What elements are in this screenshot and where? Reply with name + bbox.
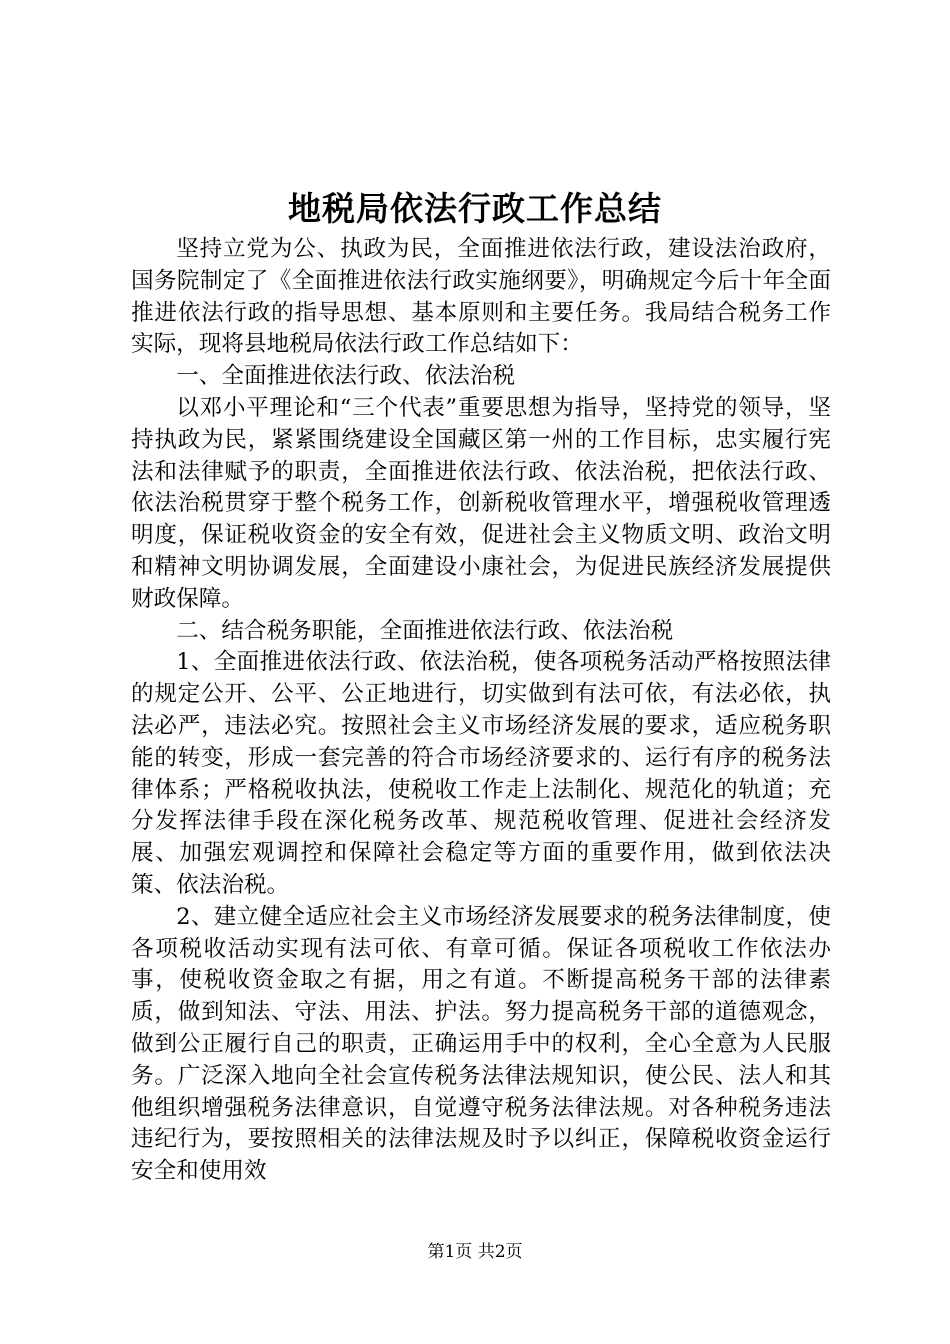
page-number: 第1页 共2页 bbox=[427, 1242, 523, 1262]
document-body bbox=[131, 234, 831, 1188]
section-heading-1: 一、全面推进依法行政、依法治税 bbox=[176, 363, 516, 390]
section-2-item-2: 2、建立健全适应社会主义市场经济发展要求的税务法律制度，使各项税收活动实现有法可依、有章可循。保证各项税收工作依法办事，使税收资金取之有据，用之有道。不断提高税务干部的法律素质，做到知法、守法、用法、护法。努力提高税务干部的道德观念，做到公正履行自己的职责，正确运用手中的权利，全心全意为人民服务。广泛深入地向全社会宣传税务法律法规知识，使公民、法人和其他组织增强税务法律意识，自觉遵守税务法律法规。对各种税务违法违纪行为，要按照相关的法律法规及时予以纠正，保障税收资金运行安全和使用效 bbox=[131, 903, 831, 1185]
document-title: 地税局依法行政工作总结 bbox=[288, 189, 662, 228]
section-heading-2: 二、结合税务职能，全面推进依法行政、依法治税 bbox=[176, 617, 674, 644]
intro-paragraph: 坚持立党为公、执政为民，全面推进依法行政，建设法治政府，国务院制定了《全面推进依法行政实施纲要》，明确规定今后十年全面推进依法行政的指导思想、基本原则和主要任务。我局结合税务工作实际，现将县地税局依法行政工作总结如下： bbox=[131, 236, 831, 358]
section-1-paragraph: 以邓小平理论和“三个代表”重要思想为指导，坚持党的领导，坚持执政为民，紧紧围绕建设全国藏区第一州的工作目标，忠实履行宪法和法律赋予的职责，全面推进依法行政、依法治税，把依法行政、依法治税贯穿于整个税务工作，创新税收管理水平，增强税收管理透明度，保证税收资金的安全有效，促进社会主义物质文明、政治文明和精神文明协调发展，全面建设小康社会，为促进民族经济发展提供财政保障。 bbox=[131, 394, 831, 612]
section-2-item-1: 1、全面推进依法行政、依法治税，使各项税务活动严格按照法律的规定公开、公平、公正地进行，切实做到有法可依，有法必依，执法必严，违法必究。按照社会主义市场经济发展的要求，适应税务职能的转变，形成一套完善的符合市场经济要求的、运行有序的税务法律体系；严格税收执法，使税收工作走上法制化、规范化的轨道；充分发挥法律手段在深化税务改革、规范税收管理、促进社会经济发展、加强宏观调控和保障社会稳定等方面的重要作用，做到依法决策、依法治税。 bbox=[131, 649, 831, 898]
